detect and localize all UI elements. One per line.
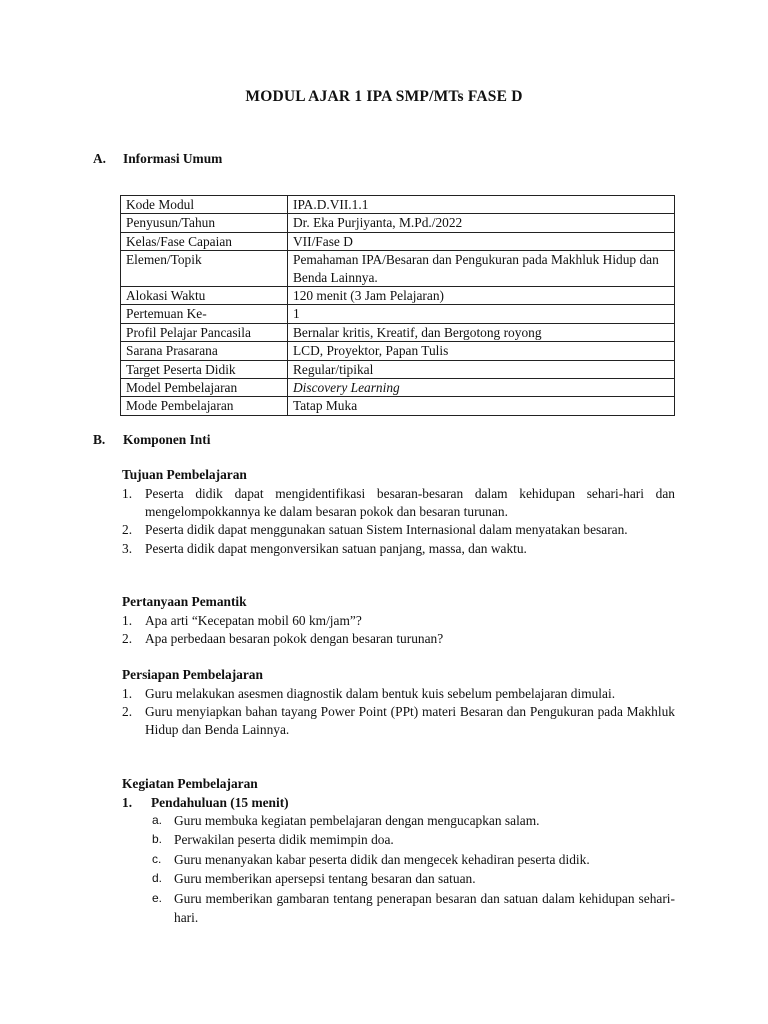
table-row [121, 379, 675, 397]
list-item [122, 540, 675, 558]
pertanyaan-heading: Pertanyaan Pemantik [122, 594, 247, 609]
kegiatan-list [150, 811, 675, 927]
table-row [121, 251, 675, 287]
list-item [122, 612, 675, 630]
table-row [121, 214, 675, 232]
list-item [150, 889, 675, 928]
tujuan-heading: Tujuan Pembelajaran [122, 467, 247, 482]
list-text: Apa arti “Kecepatan mobil 60 km/jam”? [145, 613, 362, 628]
list-item [122, 685, 675, 703]
list-text: Apa perbedaan besaran pokok dengan besaran turunan? [145, 631, 444, 647]
list-number: 1. [122, 486, 133, 501]
pertanyaan-list [122, 612, 675, 648]
table-row [121, 232, 675, 250]
info-key: Alokasi Waktu [121, 287, 288, 305]
list-item [150, 869, 675, 888]
list-number: 1. [122, 613, 133, 628]
section-a-heading [93, 151, 222, 167]
list-text: Peserta didik dapat mengonversikan satuan panjang, massa, dan waktu. [145, 540, 527, 556]
list-text: Peserta didik dapat menggunakan satuan Sistem Internasional dalam menyatakan besaran. [145, 522, 628, 538]
table-row [121, 323, 675, 341]
section-a-label: Informasi Umum [123, 151, 223, 166]
list-number: 1. [122, 686, 133, 701]
table-row [121, 342, 675, 360]
info-table [120, 195, 675, 416]
list-item [122, 703, 675, 739]
list-text: Guru melakukan asesmen diagnostik dalam bentuk kuis sebelum pembelajaran dimulai. [145, 686, 616, 701]
list-letter: d. [152, 871, 163, 886]
list-item [150, 850, 675, 869]
info-key: Sarana Prasarana [121, 342, 288, 360]
info-value: VII/Fase D [288, 232, 675, 250]
list-text: Guru menanyakan kabar peserta didik dan mengecek kehadiran peserta didik. [174, 851, 590, 867]
tujuan-list [122, 485, 675, 558]
list-text: Guru menyiapkan bahan tayang Power Point (PPt) materi Besaran dan Pengukuran pada Makhluk Hidup dan Benda Lainnya. [145, 704, 675, 738]
list-text: Peserta didik dapat mengidentifikasi besaran-besaran dalam kehidupan sehari-hari dan mengelompokkannya ke dalam besaran pokok dan besaran turunan. [145, 486, 675, 520]
info-key: Target Peserta Didik [121, 360, 288, 378]
list-item [122, 521, 675, 539]
list-text: Guru membuka kegiatan pembelajaran dengan mengucapkan salam. [174, 813, 540, 828]
info-key: Kelas/Fase Capaian [121, 232, 288, 250]
kegiatan-step [122, 794, 675, 812]
section-b-heading [93, 432, 210, 448]
info-key: Penyusun/Tahun [121, 214, 288, 232]
table-row [121, 360, 675, 378]
info-value: Tatap Muka [288, 397, 675, 415]
list-letter: b. [152, 832, 163, 847]
list-item [150, 830, 675, 849]
list-letter: c. [152, 851, 162, 866]
list-letter: e. [152, 890, 163, 905]
list-number: 2. [122, 631, 133, 647]
list-number: 3. [122, 540, 133, 556]
info-key: Kode Modul [121, 196, 288, 214]
persiapan-list [122, 685, 675, 740]
table-row [121, 397, 675, 415]
table-row [121, 287, 675, 305]
info-value: Discovery Learning [288, 379, 675, 397]
info-value: Dr. Eka Purjiyanta, M.Pd./2022 [288, 214, 675, 232]
info-value: Bernalar kritis, Kreatif, dan Bergotong royong [288, 323, 675, 341]
document-title: MODUL AJAR 1 IPA SMP/MTs FASE D [245, 88, 523, 105]
info-value: 1 [288, 305, 675, 323]
list-number: 2. [122, 522, 133, 538]
info-key: Mode Pembelajaran [121, 397, 288, 415]
info-value: 120 menit (3 Jam Pelajaran) [288, 287, 675, 305]
list-item [150, 811, 675, 830]
list-text: Guru memberikan apersepsi tentang besaran dan satuan. [174, 871, 476, 887]
info-value: Pemahaman IPA/Besaran dan Pengukuran pada Makhluk Hidup dan Benda Lainnya. [288, 251, 675, 287]
section-a-number: A. [93, 151, 107, 166]
info-value: IPA.D.VII.1.1 [288, 196, 675, 214]
list-text: Perwakilan peserta didik memimpin doa. [174, 832, 394, 848]
info-value: Regular/tipikal [288, 360, 675, 378]
persiapan-heading: Persiapan Pembelajaran [122, 667, 263, 682]
info-key: Pertemuan Ke- [121, 305, 288, 323]
list-item [122, 485, 675, 521]
list-text: Guru memberikan gambaran tentang penerapan besaran dan satuan dalam kehidupan sehari-hari. [174, 890, 675, 926]
list-letter: a. [152, 813, 163, 827]
info-key: Model Pembelajaran [121, 379, 288, 397]
table-row [121, 305, 675, 323]
table-row [121, 196, 675, 214]
list-item [122, 794, 675, 812]
section-b-label: Komponen Inti [123, 432, 211, 447]
kegiatan-heading: Kegiatan Pembelajaran [122, 776, 258, 791]
list-text: Pendahuluan (15 menit) [151, 795, 289, 810]
info-value: LCD, Proyektor, Papan Tulis [288, 342, 675, 360]
list-item [122, 630, 675, 648]
list-number: 1. [122, 795, 133, 810]
list-number: 2. [122, 704, 133, 720]
info-key: Profil Pelajar Pancasila [121, 323, 288, 341]
section-b-number: B. [93, 432, 106, 447]
info-key: Elemen/Topik [121, 251, 288, 287]
